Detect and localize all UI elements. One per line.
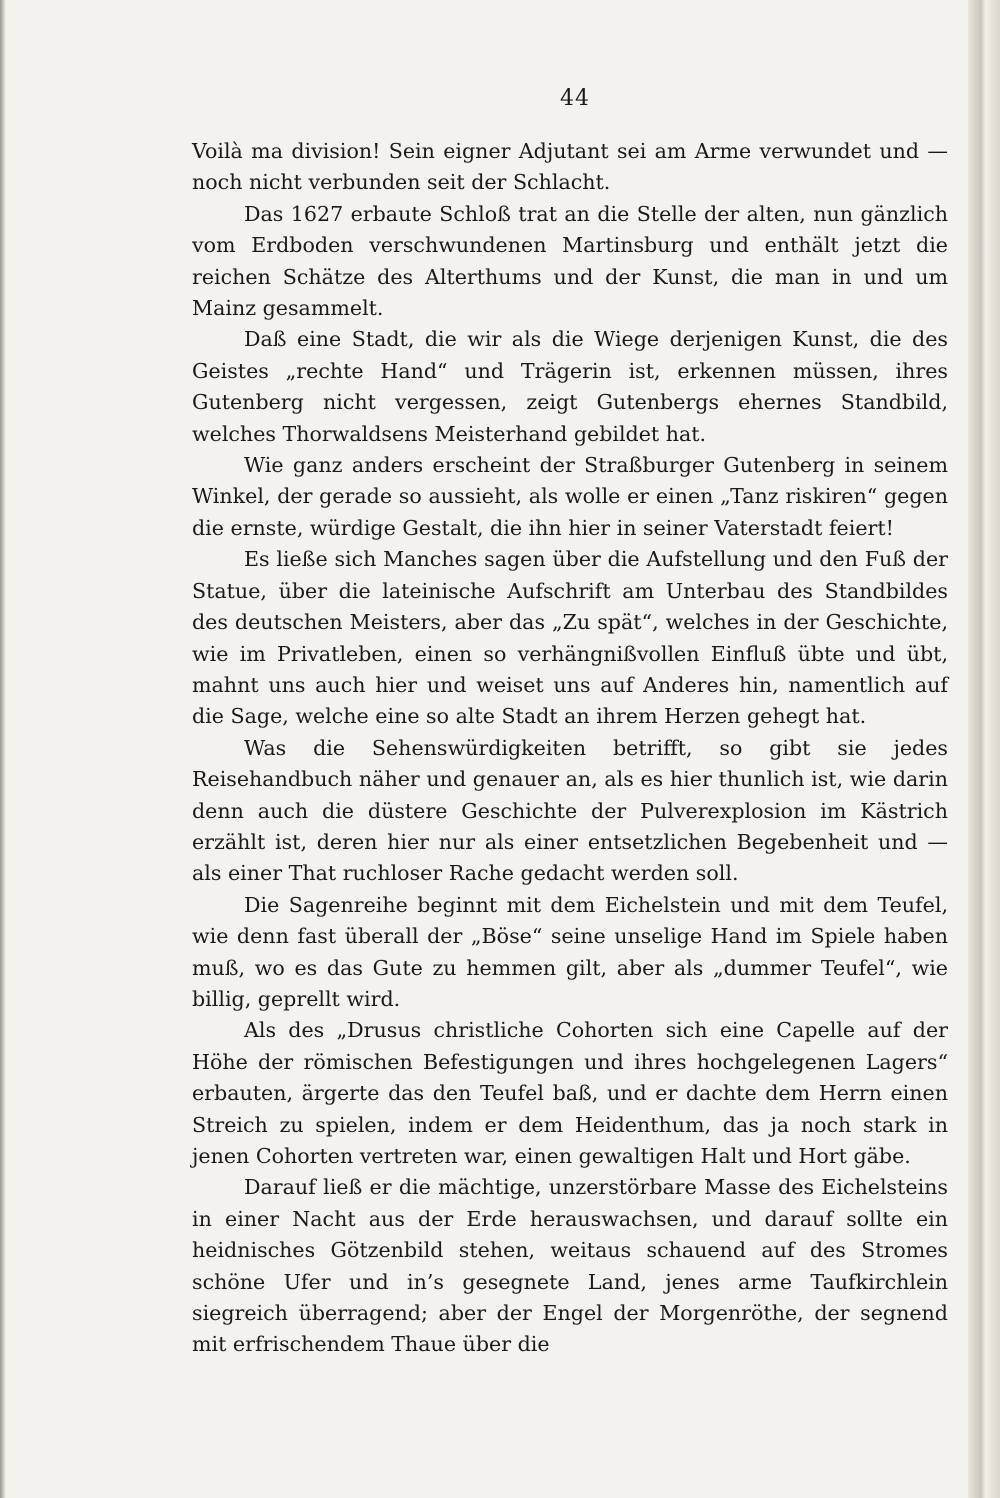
paragraph-9: Darauf ließ er die mächtige, unzerstörbare Masse des Eichelsteins in einer Nacht aus der Erde herauswachsen, und darauf sollte ein heidnisches Götzenbild stehen, weitaus schauend auf des Stromes schöne Ufer und in’s gesegnete Land, jenes arme Taufkirchlein siegreich überragend; aber der Engel der Morgenröthe, der segnend mit erfrischendem Thaue über die xyxy=(192,1175,948,1357)
paragraph-1: Voilà ma division! Sein eigner Adjutant sei am Arme verwundet und — noch nicht verbunden seit der Schlacht. xyxy=(192,139,948,195)
paragraph-3: Daß eine Stadt, die wir als die Wiege derjenigen Kunst, die des Geistes „rechte Hand“ und Trägerin ist, erkennen müssen, ihres Gutenberg nicht vergessen, zeigt Gutenbergs ehernes Standbild, welches Thorwaldsens Meisterhand gebildet hat. xyxy=(192,327,948,446)
body-text xyxy=(192,136,948,1361)
paragraph-7: Die Sagenreihe beginnt mit dem Eichelstein und mit dem Teufel, wie denn fast überall der „Böse“ seine unselige Hand im Spiele haben muß, wo es das Gute zu hemmen gilt, aber als „dummer Teufel“, wie billig, geprellt wird. xyxy=(192,892,948,1011)
paragraph-5: Es ließe sich Manches sagen über die Aufstellung und den Fuß der Statue, über die lateinische Aufschrift am Unterbau des Standbildes des deutschen Meisters, aber das „Zu spät“, welches in der Geschichte, wie im Privatleben, einen so verhängnißvollen Einfluß übte und übt, mahnt uns auch hier und weiset uns auf Anderes hin, namentlich auf die Sage, welche eine so alte Stadt an ihrem Herzen gehegt hat. xyxy=(192,547,948,729)
paragraph-6: Was die Sehenswürdigkeiten betrifft, so gibt sie jedes Reisehandbuch näher und genauer an, als es hier thunlich ist, wie darin denn auch die düstere Geschichte der Pulverexplosion im Kästrich erzählt ist, deren hier nur als einer entsetzlichen Begebenheit und — als einer That ruchloser Rache gedacht werden soll. xyxy=(192,735,948,886)
next-page-edge xyxy=(968,0,1000,1498)
page-gutter-shadow xyxy=(0,0,6,1498)
paragraph-8: Als des „Drusus christliche Cohorten sich eine Capelle auf der Höhe der römischen Befestigungen und ihres hochgelegenen Lagers“ erbauten, ärgerte das den Teufel baß, und er dachte dem Herrn einen Streich zu spielen, indem er dem Heidenthum, das ja noch stark in jenen Cohorten vertreten war, einen gewaltigen Halt und Hort gäbe. xyxy=(192,1018,948,1168)
paragraph-2: Das 1627 erbaute Schloß trat an die Stelle der alten, nun gänzlich vom Erdboden verschwundenen Martinsburg und enthält jetzt die reichen Schätze des Alterthums und der Kunst, die man in und um Mainz gesammelt. xyxy=(192,201,948,321)
page-number: 44 xyxy=(560,86,590,111)
paragraph-4: Wie ganz anders erscheint der Straßburger Gutenberg in seinem Winkel, der gerade so aussieht, als wolle er einen „Tanz riskiren“ gegen die ernste, würdige Gestalt, die ihn hier in seiner Vaterstadt feiert! xyxy=(192,453,948,540)
